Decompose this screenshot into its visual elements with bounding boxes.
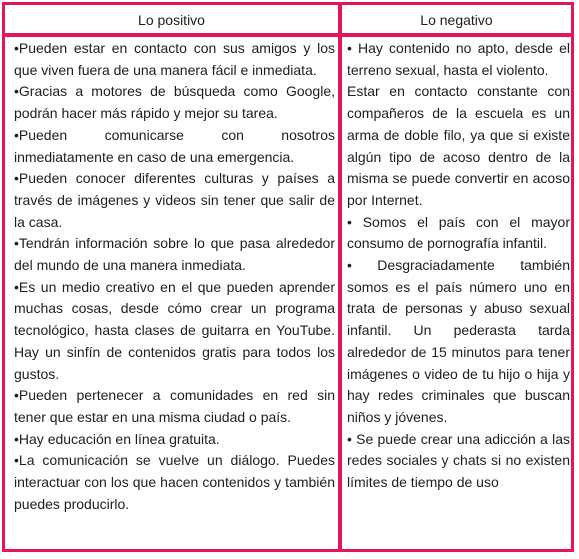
- column-divider: [338, 5, 342, 549]
- positive-item: •Pueden estar en contacto con sus amigos y los que viven fuera de una manera fácil e inmediata.: [14, 40, 335, 78]
- negative-item: • Hay contenido no apto, desde el terreno sexual, hasta el violento.: [347, 40, 570, 78]
- positive-column: [14, 38, 335, 515]
- positive-item: •Tendrán información sobre lo que pasa alrededor del mundo de una manera inmediata.: [14, 235, 335, 274]
- negative-item: • Desgraciadamente también somos es el país número uno en trata de personas y abuso sexual infantil. Un pederasta tarda alrededor de 15 minutos para tener imágenes o video de tu hijo o hija y hay redes criminales que buscan niños y jóvenes.: [347, 257, 570, 425]
- header-divider: [5, 33, 571, 37]
- comparison-table: [2, 2, 574, 552]
- negative-column: [347, 38, 570, 494]
- positive-item: •Pueden comunicarse con nosotros inmediatamente en caso de una emergencia.: [14, 126, 335, 165]
- positive-item: •Pueden pertenecer a comunidades en red sin tener que estar en una misma ciudad o país.: [14, 387, 335, 425]
- negative-item: • Se puede crear una adicción a las redes sociales y chats si no existen límites de tiempo de uso: [347, 430, 570, 491]
- positive-item: •La comunicación se vuelve un diálogo. Puedes interactuar con los que hacen contenidos y también puedes producirlo.: [14, 452, 335, 512]
- positive-item: •Es un medio creativo en el que pueden aprender muchas cosas, desde cómo crear un programa tecnológico, hasta clases de guitarra en YouTube. Hay un sinfín de contenidos gratis para todos los gustos.: [14, 278, 335, 382]
- positive-item: •Pueden conocer diferentes culturas y países a través de imágenes y videos sin tener que salir de la casa.: [14, 170, 335, 230]
- negative-item: Estar en contacto constante con compañeros de la escuela es un arma de doble filo, ya que si existe algún tipo de acoso dentro de la misma se puede convertir en acoso por Internet.: [347, 83, 570, 208]
- positive-item: •Gracias a motores de búsqueda como Google, podrán hacer más rápido y mejor su tarea.: [14, 83, 335, 122]
- header-positive: Lo positivo: [138, 12, 205, 28]
- header-negative: Lo negativo: [420, 12, 493, 28]
- positive-item: •Hay educación en línea gratuita.: [14, 430, 220, 447]
- negative-item: • Somos el país con el mayor consumo de pornografía infantil.: [347, 213, 570, 252]
